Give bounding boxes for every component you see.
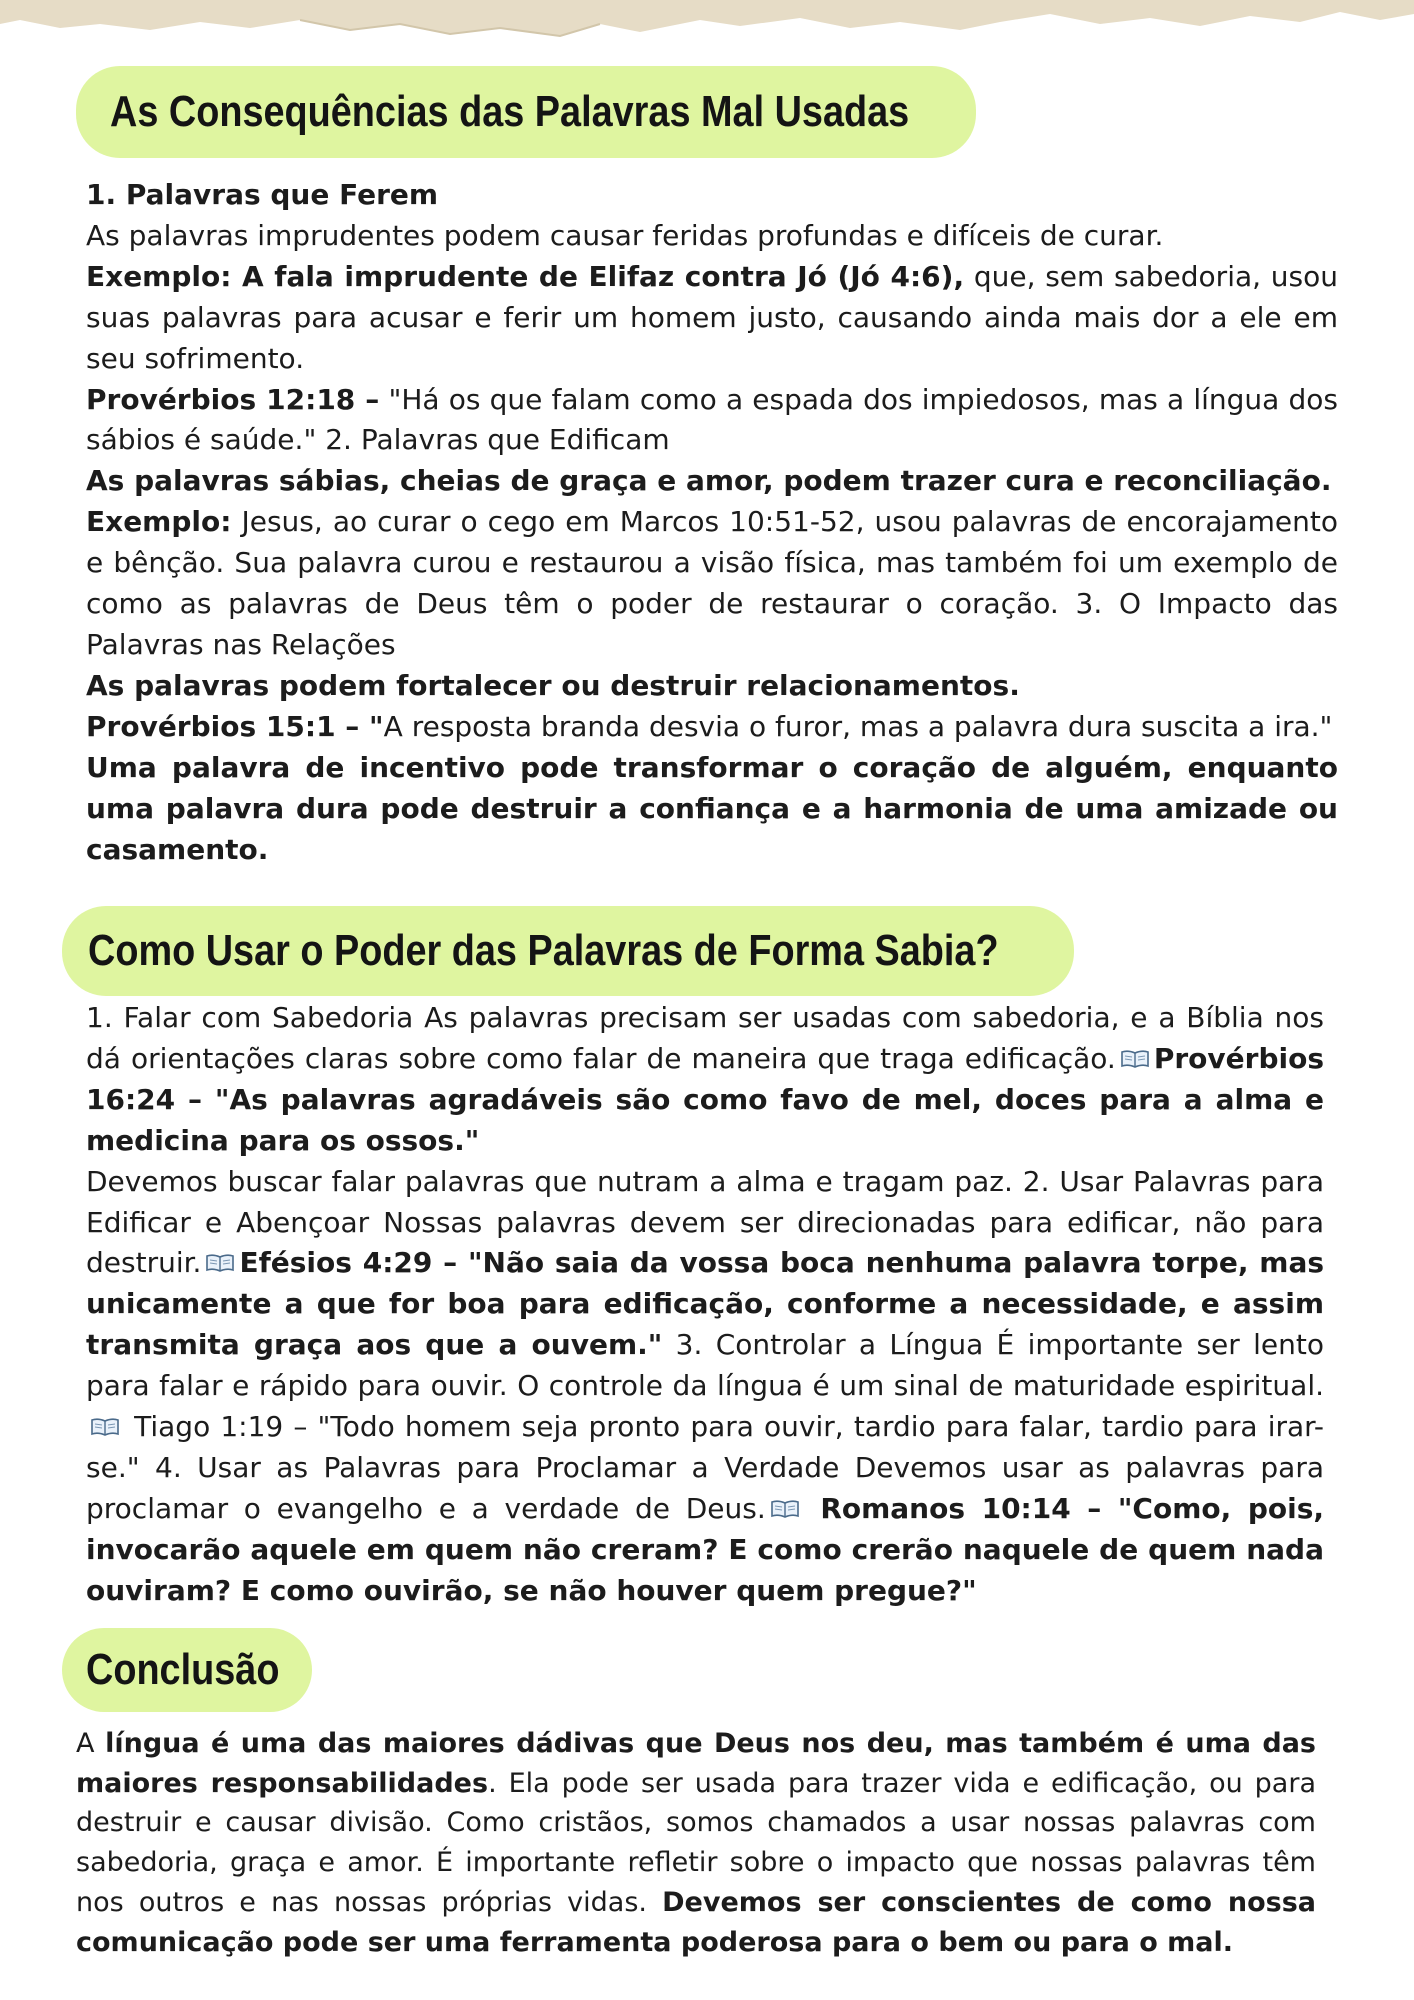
section-title-consequencias: As Consequências das Palavras Mal Usadas bbox=[76, 66, 976, 158]
paragraph: A língua é uma das maiores dádivas que Deus nos deu, mas também é uma das maiores responsabilidades. Ela pode ser usada para trazer vida e edificação, ou para destruir e causar divisão. Como cristãos, somos chamados a usar nossas palavras com sabedoria, graça e amor. É importante refletir sobre o impacto que nossas palavras têm nos outros e nas nossas próprias vidas. Devemos ser conscientes de como nossa comunicação pode ser uma ferramenta poderosa para o bem ou para o mal. bbox=[76, 1728, 1317, 1958]
section-title-como-usar: Como Usar o Poder das Palavras de Forma Sabia? bbox=[62, 906, 1074, 996]
section-body-como-usar bbox=[86, 998, 1324, 1612]
torn-paper-edge bbox=[0, 0, 1414, 48]
open-book-icon bbox=[1120, 1049, 1150, 1069]
open-book-icon bbox=[770, 1499, 800, 1519]
paragraph: 1. Falar com Sabedoria As palavras precisam ser usadas com sabedoria, e a Bíblia nos dá orientações claras sobre como falar de maneira que traga edificação. Provérbios 16:24 – "As palavras agradáveis são como favo de mel, doces para a alma e medicina para os ossos." bbox=[86, 1001, 1324, 1157]
open-book-icon bbox=[90, 1417, 120, 1437]
paragraph: As palavras sábias, cheias de graça e amor, podem trazer cura e reconciliação. bbox=[86, 464, 1332, 498]
section-body-conclusao bbox=[76, 1724, 1316, 1962]
subheading: 1. Palavras que Ferem bbox=[86, 178, 439, 211]
paragraph: Provérbios 12:18 – "Há os que falam como a espada dos impiedosos, mas a língua dos sábios é saúde." 2. Palavras que Edificam bbox=[86, 382, 1338, 457]
paragraph: Exemplo: A fala imprudente de Elifaz contra Jó (Jó 4:6), que, sem sabedoria, usou suas palavras para acusar e ferir um homem justo, causando ainda mais dor a ele em seu sofrimento. bbox=[86, 259, 1338, 375]
paragraph: As palavras imprudentes podem causar feridas profundas e difíceis de curar. bbox=[86, 218, 1164, 252]
paragraph: As palavras podem fortalecer ou destruir relacionamentos. bbox=[86, 668, 1020, 702]
paragraph: Exemplo: Jesus, ao curar o cego em Marcos 10:51-52, usou palavras de encorajamento e bênção. Sua palavra curou e restaurou a visão física, mas também foi um exemplo de como as palavras de Deus têm o poder de restaurar o coração. 3. O Impacto das Palavras nas Relações bbox=[86, 505, 1338, 661]
paragraph: Devemos buscar falar palavras que nutram a alma e tragam paz. 2. Usar Palavras para Edificar e Abençoar Nossas palavras devem ser direcionadas para edificar, não para destruir. Efésios 4:29 – "Não saia da vossa boca nenhuma palavra torpe, mas unicamente a que for boa para edificação, conforme a necessidade, e assim transmita graça aos que a ouvem." 3. Controlar a Língua É importante ser lento para falar e rápido para ouvir. O controle da língua é um sinal de maturidade espiritual. Tiago 1:19 – "Todo homem seja pronto para ouvir, tardio para falar, tardio para irar-se." 4. Usar as Palavras para Proclamar a Verdade Devemos usar as palavras para proclamar o evangelho e a verdade de Deus. Romanos 10:14 – "Como, pois, invocarão aquele em quem não creram? E como crerão naquele de quem nada ouviram? E como ouvirão, se não houver quem pregue?" bbox=[86, 1164, 1325, 1607]
open-book-icon bbox=[205, 1253, 235, 1273]
section-body-consequencias bbox=[86, 175, 1338, 870]
section-title-conclusao: Conclusão bbox=[62, 1628, 312, 1712]
paragraph: Uma palavra de incentivo pode transformar o coração de alguém, enquanto uma palavra dura pode destruir a confiança e a harmonia de uma amizade ou casamento. bbox=[86, 750, 1338, 866]
paragraph: Provérbios 15:1 – "A resposta branda desvia o furor, mas a palavra dura suscita a ira." bbox=[86, 709, 1333, 743]
